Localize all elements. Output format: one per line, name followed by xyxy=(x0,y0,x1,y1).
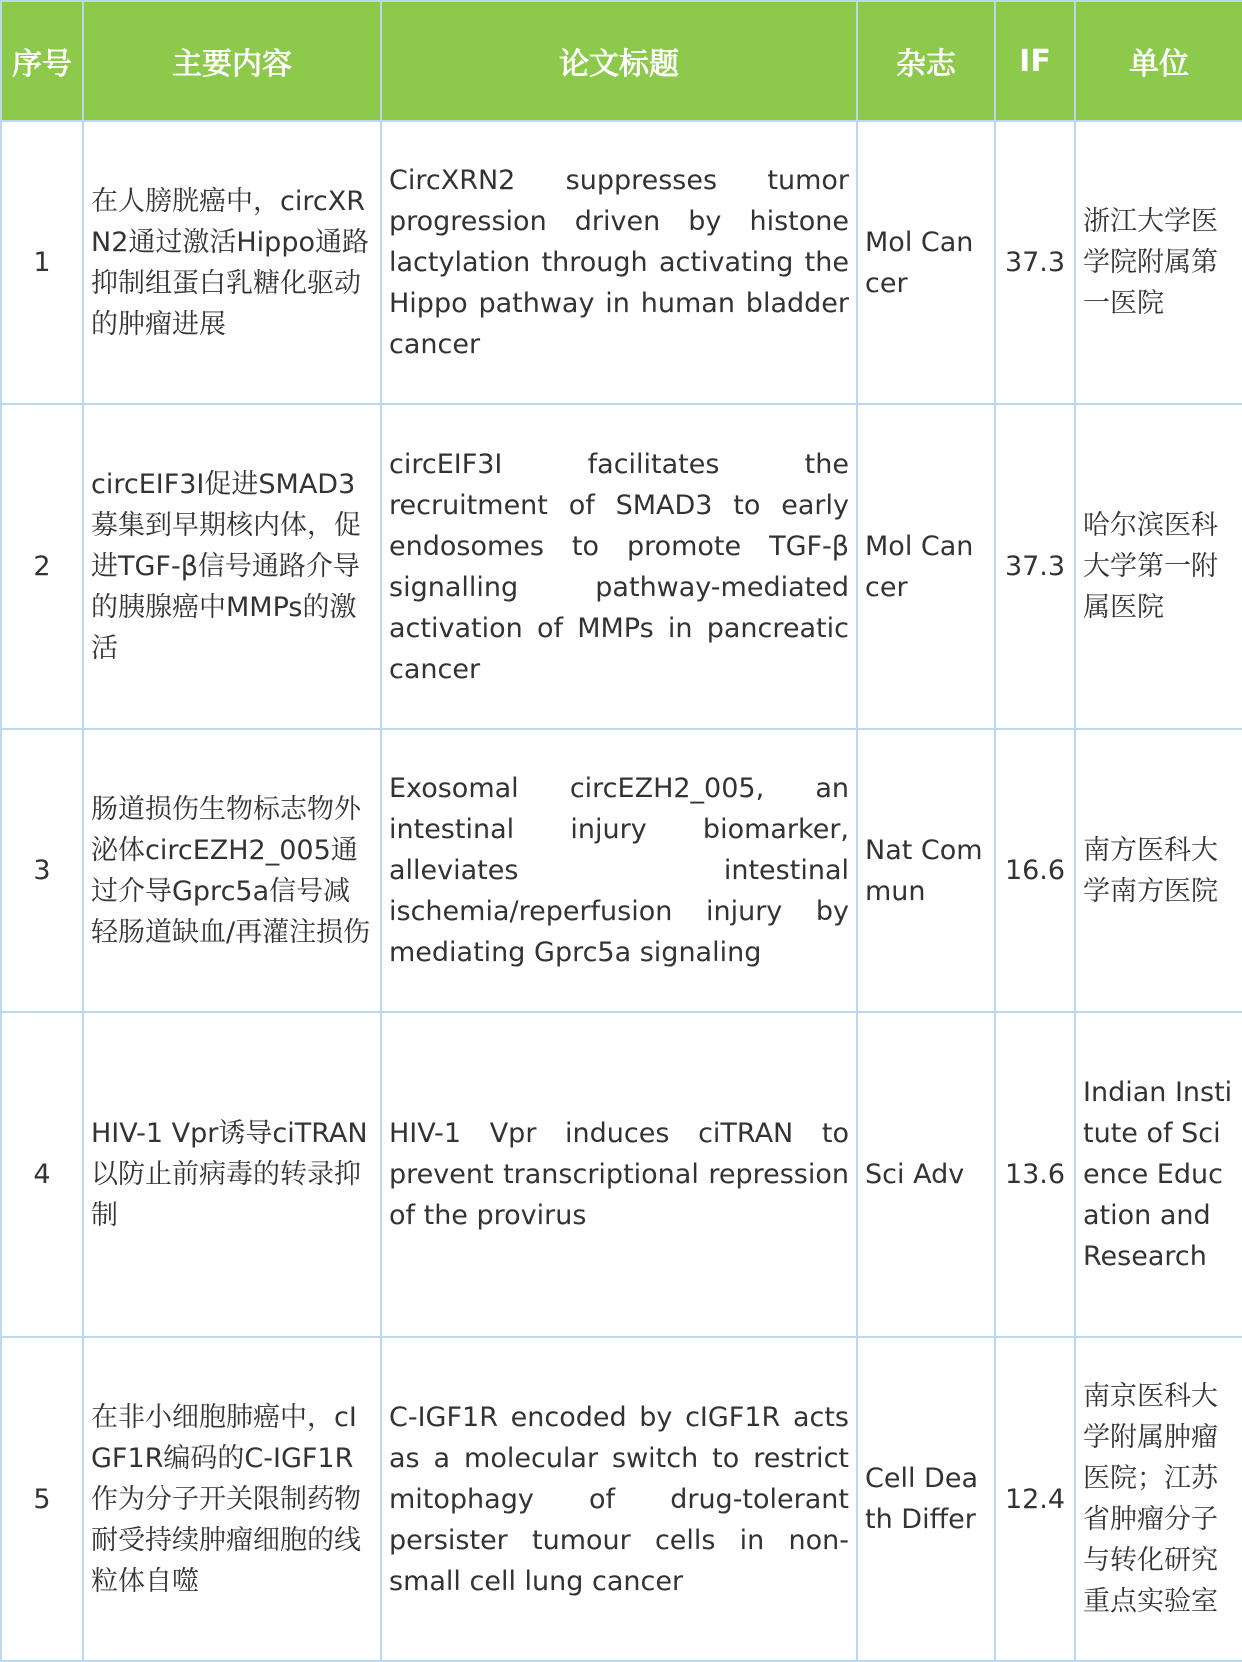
row-impact-factor: 16.6 xyxy=(995,729,1075,1012)
row-organization: 浙江大学医学院附属第一医院 xyxy=(1075,121,1242,404)
row-organization: 南方医科大学南方医院 xyxy=(1075,729,1242,1012)
row-organization: 南京医科大学附属肿瘤医院；江苏省肿瘤分子与转化研究重点实验室 xyxy=(1075,1337,1242,1661)
row-number: 2 xyxy=(1,404,83,729)
row-number: 3 xyxy=(1,729,83,1012)
table-row xyxy=(1,1012,1242,1337)
table-row xyxy=(1,121,1242,404)
row-content: HIV-1 Vpr诱导ciTRAN以防止前病毒的转录抑制 xyxy=(83,1012,381,1337)
row-impact-factor: 13.6 xyxy=(995,1012,1075,1337)
row-title: Exosomal circEZH2_005, an intestinal injury biomarker, alleviates intestinal ischemia/reperfusion injury by mediating Gprc5a signaling xyxy=(381,729,857,1012)
row-organization: 哈尔滨医科大学第一附属医院 xyxy=(1075,404,1242,729)
row-title: CircXRN2 suppresses tumor progression driven by histone lactylation through activating the Hippo pathway in human bladder cancer xyxy=(381,121,857,404)
row-journal: Sci Adv xyxy=(857,1012,995,1337)
table-row xyxy=(1,1337,1242,1661)
header-no: 序号 xyxy=(1,1,83,121)
table-row xyxy=(1,729,1242,1012)
row-title: C-IGF1R encoded by cIGF1R acts as a molecular switch to restrict mitophagy of drug-tolerant persister tumour cells in non-small cell lung cancer xyxy=(381,1337,857,1661)
table-row xyxy=(1,404,1242,729)
row-number: 5 xyxy=(1,1337,83,1661)
row-content: 在非小细胞肺癌中，cIGF1R编码的C-IGF1R作为分子开关限制药物耐受持续肿瘤细胞的线粒体自噬 xyxy=(83,1337,381,1661)
row-content: 肠道损伤生物标志物外泌体circEZH2_005通过介导Gprc5a信号减轻肠道缺血/再灌注损伤 xyxy=(83,729,381,1012)
row-journal: Mol Cancer xyxy=(857,404,995,729)
row-journal: Cell Death Differ xyxy=(857,1337,995,1661)
header-journal: 杂志 xyxy=(857,1,995,121)
header-content: 主要内容 xyxy=(83,1,381,121)
header-if: IF xyxy=(995,1,1075,121)
row-impact-factor: 37.3 xyxy=(995,404,1075,729)
row-number: 4 xyxy=(1,1012,83,1337)
row-content: circEIF3I促进SMAD3募集到早期核内体，促进TGF-β信号通路介导的胰腺癌中MMPs的激活 xyxy=(83,404,381,729)
row-journal: Mol Cancer xyxy=(857,121,995,404)
header-org: 单位 xyxy=(1075,1,1242,121)
row-content: 在人膀胱癌中，circXRN2通过激活Hippo通路抑制组蛋白乳糖化驱动的肿瘤进展 xyxy=(83,121,381,404)
row-journal: Nat Commun xyxy=(857,729,995,1012)
row-number: 1 xyxy=(1,121,83,404)
header-title: 论文标题 xyxy=(381,1,857,121)
row-impact-factor: 37.3 xyxy=(995,121,1075,404)
row-title: circEIF3I facilitates the recruitment of SMAD3 to early endosomes to promote TGF-β signalling pathway-mediated activation of MMPs in pancreatic cancer xyxy=(381,404,857,729)
row-impact-factor: 12.4 xyxy=(995,1337,1075,1661)
row-title: HIV-1 Vpr induces ciTRAN to prevent transcriptional repression of the provirus xyxy=(381,1012,857,1337)
header-row xyxy=(1,1,1242,121)
row-organization: Indian Institute of Science Education and Research xyxy=(1075,1012,1242,1337)
